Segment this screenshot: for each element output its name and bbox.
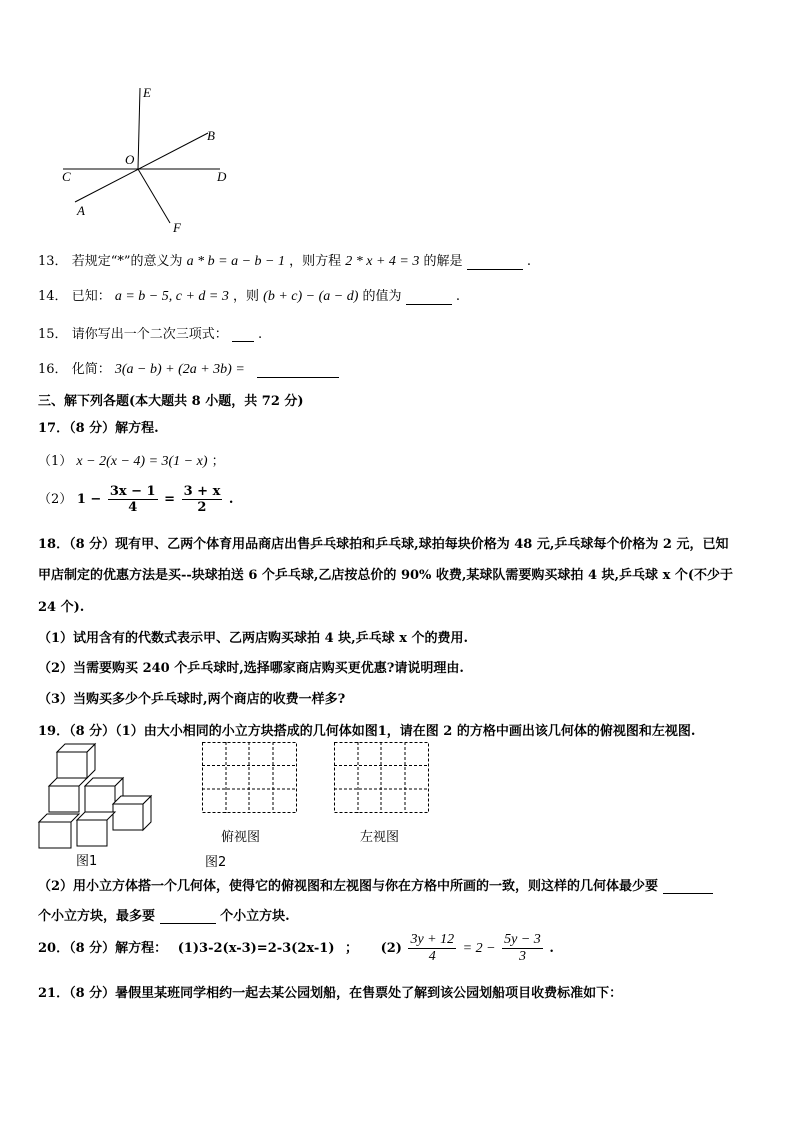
q13-definition: a * b = a − b − 1	[186, 254, 285, 269]
section-3-title: 三、解下列各题(本大题共 8 小题，共 72 分)	[38, 394, 304, 409]
q20-f2-numerator: 5y − 3	[504, 932, 541, 947]
q20-fraction-1	[408, 932, 456, 965]
cube-bot2-front	[77, 820, 107, 846]
label-f: F	[173, 220, 181, 235]
q17-p1-label: （1）	[38, 454, 73, 469]
line-ab	[75, 133, 208, 202]
q20-f2-denominator: 3	[518, 949, 526, 964]
q18-sub-3: （3）当购买多少个乒乓球时,两个商店的收费一样多?	[38, 692, 346, 707]
cube-bot1-top	[39, 814, 79, 822]
q15-text: 请你写出一个二次三项式：	[71, 327, 228, 342]
q15-number: 15．	[38, 327, 68, 342]
q16-expression: 3(a − b) + (2a + 3b) =	[114, 362, 245, 377]
q18-sub-2: （2）当需要购买 240 个乒乓球时,选择哪家商店购买更优惠?请说明理由.	[38, 661, 464, 676]
q20-separator: ；	[345, 941, 359, 956]
q17-p2-equals: =	[164, 492, 176, 507]
label-d: D	[217, 169, 227, 184]
q17-p2-f2-numerator: 3 + x	[183, 484, 221, 499]
cube-bot2-top	[77, 812, 115, 820]
question-21: 21．（8 分）暑假里某班同学相约一起去某公园划船，在售票处了解到该公园划船项目收费标准如下：	[38, 986, 623, 1001]
label-b: B	[207, 128, 215, 143]
q14-text-c: 的值为	[362, 289, 402, 304]
q19-part-2-line-2	[38, 905, 290, 924]
q20-end: .	[549, 941, 554, 956]
q17-part-2	[38, 484, 233, 515]
q17-p2-lead: 1 −	[76, 492, 102, 507]
q20-f1-denominator: 4	[428, 949, 436, 964]
cube-bot1-front	[39, 822, 71, 848]
label-o: O	[125, 152, 135, 167]
q13-equation: 2 * x + 4 = 3	[345, 254, 420, 269]
question-14	[38, 285, 460, 305]
q14-expression: (b + c) − (a − d)	[263, 289, 359, 304]
q18-line-1: 18．（8 分）现有甲、乙两个体育用品商店出售乒乓球拍和乒乓球,球拍每块价格为 48 元,乒乓球每个价格为 2 元，已知	[38, 537, 729, 552]
line-of	[138, 169, 170, 223]
question-15	[38, 323, 262, 342]
q17-p2-label: （2）	[38, 492, 73, 507]
q19-part-2-text-1: （2）用小立方体搭一个几何体，使得它的俯视图和左视图与你在方格中所画的一致，则这样的几何体最少要	[38, 879, 659, 894]
label-a: A	[77, 203, 85, 218]
q19-part-2-text-2b: 个小立方块.	[220, 909, 290, 924]
q17-p1-end: ；	[211, 454, 225, 469]
grid-left-view-label: 左视图	[360, 830, 400, 845]
q17-p2-f1-numerator: 3x − 1	[109, 484, 156, 499]
question-20	[38, 932, 554, 965]
q13-text-c: 的解是	[423, 254, 463, 269]
q19-min-blank[interactable]	[663, 879, 713, 894]
grid-left-view[interactable]	[334, 742, 430, 814]
line-oe	[138, 88, 140, 169]
q20-equals: = 2 −	[462, 941, 496, 956]
q13-text-b: ，则方程	[289, 254, 342, 269]
cube-mid1-front	[49, 786, 79, 812]
q14-number: 14．	[38, 289, 68, 304]
q13-answer-blank[interactable]	[467, 255, 523, 270]
q16-answer-blank[interactable]	[257, 363, 339, 378]
q20-fraction-2	[502, 932, 543, 965]
angle-figure	[55, 80, 245, 240]
q19-max-blank[interactable]	[160, 909, 216, 924]
q14-end: .	[455, 289, 460, 304]
q20-f1-numerator: 3y + 12	[410, 932, 455, 947]
cube-bot3-front	[113, 804, 143, 830]
cube-top-front	[57, 752, 87, 778]
cube-mid1-top	[49, 778, 87, 786]
q15-answer-blank[interactable]	[232, 327, 254, 342]
q14-text-a: 已知：	[71, 289, 111, 304]
q13-number: 13．	[38, 254, 68, 269]
question-16	[38, 358, 339, 378]
q17-p2-fraction-1	[108, 484, 158, 515]
q15-end: .	[257, 327, 263, 342]
q14-answer-blank[interactable]	[406, 290, 452, 305]
label-c: C	[62, 169, 71, 184]
figure-1-caption: 图1	[76, 854, 98, 869]
q19-part-2-line-1	[38, 875, 713, 894]
q17-p2-f2-denominator: 2	[197, 500, 207, 515]
q16-text: 化简：	[71, 362, 111, 377]
q20-number: 20．（8 分）解方程：	[38, 941, 168, 956]
q13-end: .	[526, 254, 531, 269]
q20-part-1: (1)3-2(x-3)=2-3(2x-1)	[177, 941, 335, 956]
q18-line-3: 24 个).	[38, 600, 85, 615]
q17-p1-equation: x − 2(x − 4) = 3(1 − x)	[76, 454, 208, 469]
cube-mid2-front	[85, 786, 115, 812]
question-17-header: 17．（8 分）解方程.	[38, 421, 159, 436]
q17-part-1	[38, 450, 225, 470]
q13-text-a: 若规定“*”的意义为	[71, 254, 183, 269]
figure-1-cubes	[35, 742, 155, 852]
q17-p2-f1-denominator: 4	[128, 500, 138, 515]
label-e: E	[143, 85, 151, 100]
q19-part-2-text-2a: 个小立方块，最多要	[38, 909, 156, 924]
q18-sub-1: （1）试用含有的代数式表示甲、乙两店购买球拍 4 块,乒乓球 x 个的费用.	[38, 631, 468, 646]
q16-number: 16．	[38, 362, 68, 377]
figure-2-caption: 图2	[205, 855, 227, 870]
grid-top-view[interactable]	[202, 742, 298, 814]
q20-part-2-label: (2)	[380, 941, 402, 956]
question-13	[38, 250, 531, 270]
q14-text-b: ，则	[233, 289, 260, 304]
q17-p2-fraction-2	[182, 484, 223, 515]
q17-p2-end: .	[228, 492, 234, 507]
q19-header: 19．（8 分）（1）由大小相同的小立方块搭成的几何体如图1，请在图 2 的方格中画出该几何体的俯视图和左视图.	[38, 724, 696, 739]
grid-top-view-label: 俯视图	[221, 830, 261, 845]
q18-line-2: 甲店制定的优惠方法是买--块球拍送 6 个乒乓球,乙店按总价的 90% 收费,某球队需要购买球拍 4 块,乒乓球 x 个(不少于	[38, 568, 734, 583]
q14-given: a = b − 5, c + d = 3	[114, 289, 229, 304]
